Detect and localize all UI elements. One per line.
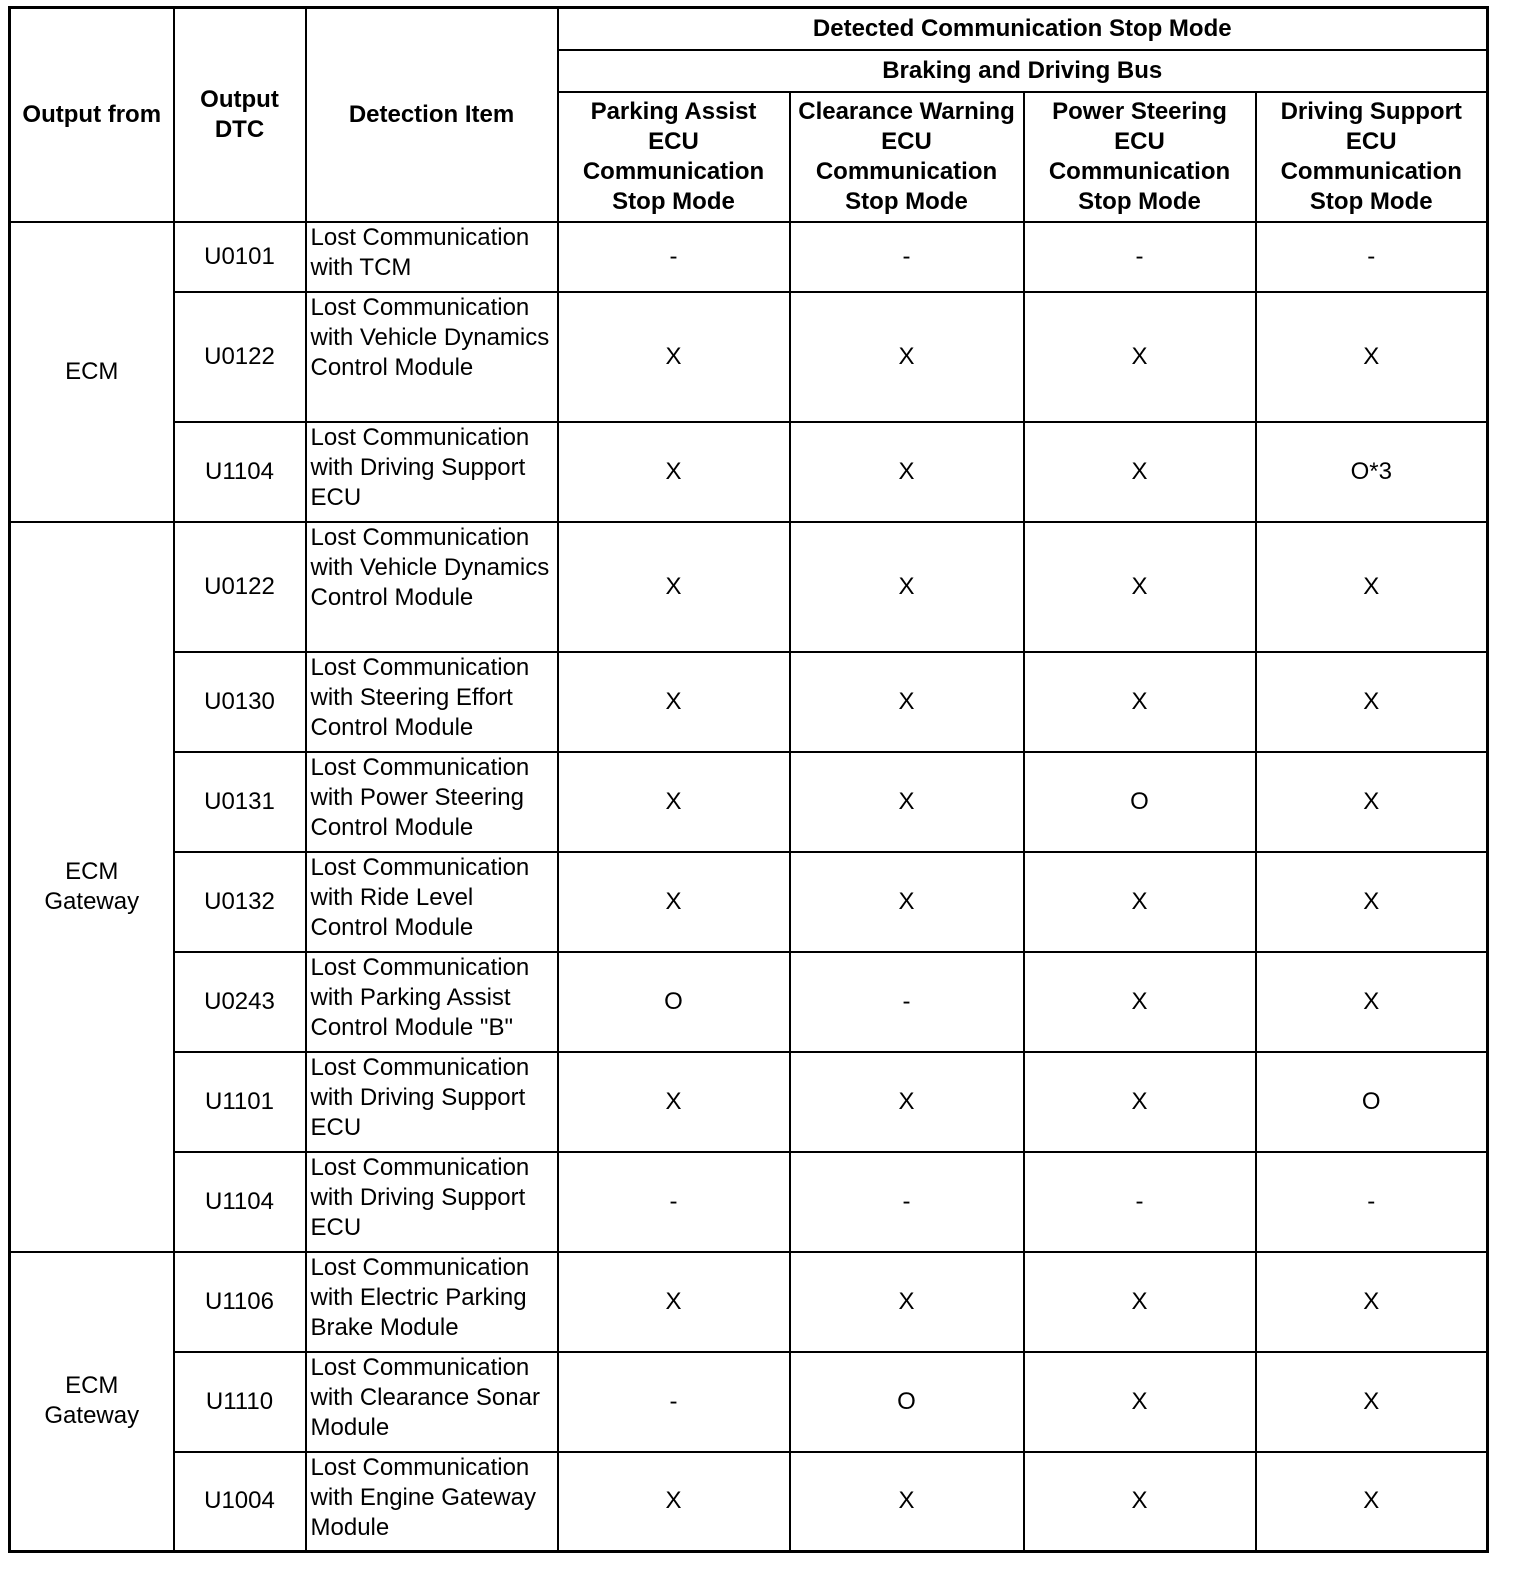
clearance-warning-cell: - (790, 952, 1024, 1052)
dtc-code: U0131 (174, 752, 306, 852)
clearance-warning-cell: X (790, 652, 1024, 752)
header-power-steering: Power Steering ECU Communication Stop Mode (1024, 92, 1256, 222)
power-steering-cell: X (1024, 1052, 1256, 1152)
parking-assist-cell: X (558, 852, 790, 952)
parking-assist-cell: - (558, 222, 790, 292)
power-steering-cell: - (1024, 1152, 1256, 1252)
power-steering-cell: X (1024, 292, 1256, 422)
driving-support-cell: - (1256, 222, 1488, 292)
parking-assist-cell: X (558, 292, 790, 422)
parking-assist-cell: X (558, 1052, 790, 1152)
dtc-table (8, 6, 1489, 1553)
clearance-warning-cell: X (790, 1252, 1024, 1352)
dtc-code: U0132 (174, 852, 306, 952)
table-row (10, 422, 1488, 522)
clearance-warning-cell: O (790, 1352, 1024, 1452)
table-row (10, 652, 1488, 752)
detection-item: Lost Communication with Steering Effort Control Module (306, 652, 558, 752)
driving-support-cell: X (1256, 1352, 1488, 1452)
detection-item: Lost Communication with Driving Support ECU (306, 1052, 558, 1152)
clearance-warning-cell: - (790, 222, 1024, 292)
power-steering-cell: X (1024, 522, 1256, 652)
power-steering-cell: X (1024, 1352, 1256, 1452)
driving-support-cell: X (1256, 522, 1488, 652)
driving-support-cell: X (1256, 1252, 1488, 1352)
power-steering-cell: X (1024, 1252, 1256, 1352)
power-steering-cell: X (1024, 952, 1256, 1052)
dtc-code: U1104 (174, 422, 306, 522)
power-steering-cell: - (1024, 222, 1256, 292)
dtc-code: U0130 (174, 652, 306, 752)
parking-assist-cell: X (558, 652, 790, 752)
header-parking-assist: Parking Assist ECU Communication Stop Mode (558, 92, 790, 222)
dtc-code: U1004 (174, 1452, 306, 1552)
parking-assist-cell: X (558, 1452, 790, 1552)
table-row (10, 1152, 1488, 1252)
clearance-warning-cell: X (790, 522, 1024, 652)
header-clearance-warning: Clearance Warning ECU Communication Stop Mode (790, 92, 1024, 222)
table-row (10, 522, 1488, 652)
detection-item: Lost Communication with Electric Parking Brake Module (306, 1252, 558, 1352)
driving-support-cell: O*3 (1256, 422, 1488, 522)
table-row (10, 852, 1488, 952)
group-output-from: ECM Gateway (10, 522, 174, 1252)
clearance-warning-cell: X (790, 1052, 1024, 1152)
clearance-warning-cell: - (790, 1152, 1024, 1252)
detection-item: Lost Communication with Engine Gateway Module (306, 1452, 558, 1552)
clearance-warning-cell: X (790, 292, 1024, 422)
table-row (10, 952, 1488, 1052)
detection-item: Lost Communication with Parking Assist Control Module "B" (306, 952, 558, 1052)
header-detected-mode: Detected Communication Stop Mode (558, 8, 1488, 50)
detection-item: Lost Communication with Driving Support ECU (306, 422, 558, 522)
parking-assist-cell: X (558, 522, 790, 652)
dtc-code: U1106 (174, 1252, 306, 1352)
header-output-dtc: Output DTC (174, 8, 306, 222)
detection-item: Lost Communication with Clearance Sonar Module (306, 1352, 558, 1452)
dtc-code: U1104 (174, 1152, 306, 1252)
clearance-warning-cell: X (790, 1452, 1024, 1552)
parking-assist-cell: X (558, 752, 790, 852)
clearance-warning-cell: X (790, 752, 1024, 852)
dtc-code: U0122 (174, 292, 306, 422)
dtc-code: U0101 (174, 222, 306, 292)
driving-support-cell: - (1256, 1152, 1488, 1252)
driving-support-cell: X (1256, 952, 1488, 1052)
table-row (10, 222, 1488, 292)
table-row (10, 1252, 1488, 1352)
parking-assist-cell: - (558, 1152, 790, 1252)
power-steering-cell: O (1024, 752, 1256, 852)
detection-item: Lost Communication with Vehicle Dynamics Control Module (306, 522, 558, 652)
group-output-from: ECM (10, 222, 174, 522)
clearance-warning-cell: X (790, 852, 1024, 952)
header-driving-support: Driving Support ECU Communication Stop Mode (1256, 92, 1488, 222)
detection-item: Lost Communication with Driving Support ECU (306, 1152, 558, 1252)
detection-item: Lost Communication with TCM (306, 222, 558, 292)
power-steering-cell: X (1024, 422, 1256, 522)
power-steering-cell: X (1024, 652, 1256, 752)
header-detection-item: Detection Item (306, 8, 558, 222)
driving-support-cell: X (1256, 852, 1488, 952)
power-steering-cell: X (1024, 1452, 1256, 1552)
driving-support-cell: X (1256, 292, 1488, 422)
detection-item: Lost Communication with Vehicle Dynamics Control Module (306, 292, 558, 422)
power-steering-cell: X (1024, 852, 1256, 952)
dtc-code: U1101 (174, 1052, 306, 1152)
header-bus: Braking and Driving Bus (558, 50, 1488, 92)
dtc-code: U0122 (174, 522, 306, 652)
detection-item: Lost Communication with Ride Level Control Module (306, 852, 558, 952)
table-row (10, 1452, 1488, 1552)
dtc-code: U0243 (174, 952, 306, 1052)
table-row (10, 1052, 1488, 1152)
parking-assist-cell: X (558, 1252, 790, 1352)
table-row (10, 292, 1488, 422)
driving-support-cell: X (1256, 1452, 1488, 1552)
parking-assist-cell: O (558, 952, 790, 1052)
driving-support-cell: O (1256, 1052, 1488, 1152)
parking-assist-cell: X (558, 422, 790, 522)
driving-support-cell: X (1256, 652, 1488, 752)
group-output-from: ECM Gateway (10, 1252, 174, 1552)
table-row (10, 752, 1488, 852)
dtc-code: U1110 (174, 1352, 306, 1452)
detection-item: Lost Communication with Power Steering Control Module (306, 752, 558, 852)
header-output-from: Output from (10, 8, 174, 222)
table-row (10, 1352, 1488, 1452)
parking-assist-cell: - (558, 1352, 790, 1452)
driving-support-cell: X (1256, 752, 1488, 852)
clearance-warning-cell: X (790, 422, 1024, 522)
